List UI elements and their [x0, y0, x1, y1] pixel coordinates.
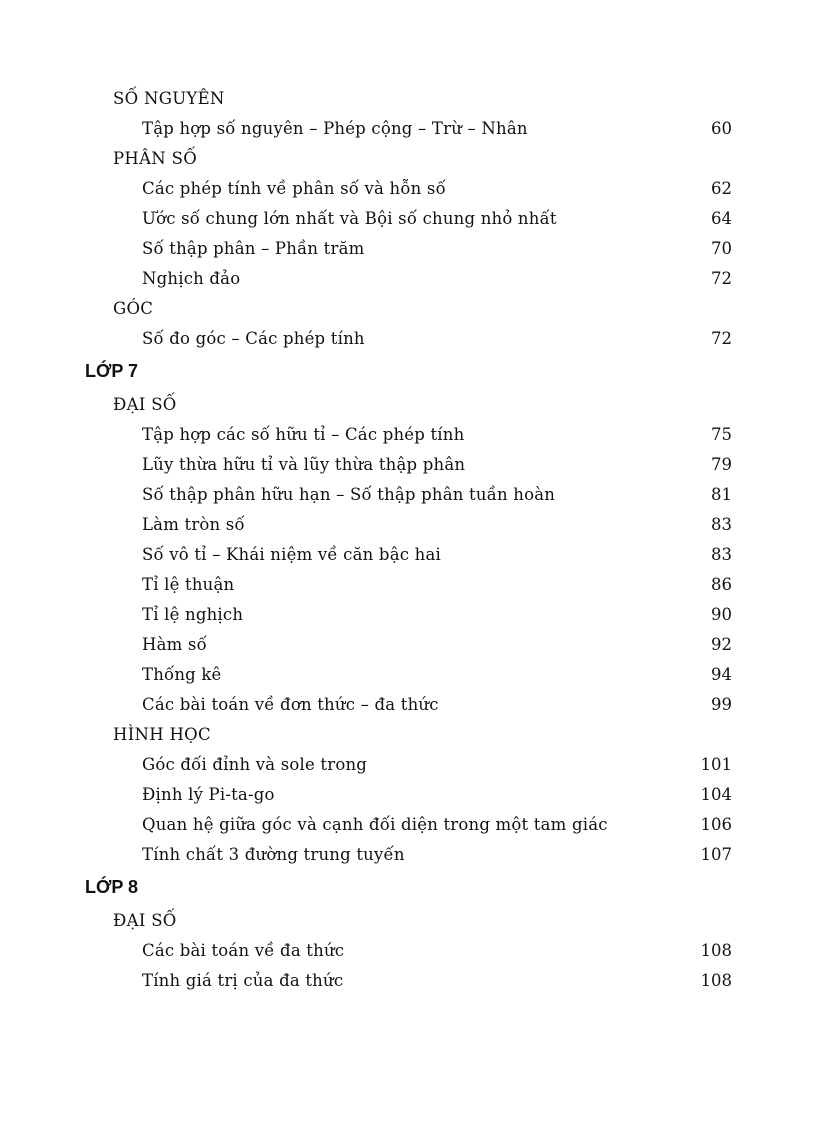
toc-entry[interactable] [0, 811, 816, 841]
toc-entry[interactable] [0, 541, 816, 571]
entry-page-number: 60 [711, 119, 732, 138]
entry-title: Số vô tỉ – Khái niệm về căn bậc hai [142, 545, 441, 564]
section-heading [0, 721, 816, 751]
section-title: GÓC [113, 299, 154, 318]
section-heading [0, 295, 816, 325]
grade-heading [0, 871, 816, 907]
entry-page-number: 92 [711, 635, 732, 654]
entry-title: Số thập phân hữu hạn – Số thập phân tuần hoàn [142, 485, 556, 504]
entry-page-number: 108 [700, 941, 732, 960]
section-title: HÌNH HỌC [113, 725, 211, 744]
section-title: ĐẠI SỐ [113, 911, 177, 930]
toc-entry[interactable] [0, 571, 816, 601]
entry-page-number: 83 [711, 515, 732, 534]
section-heading [0, 907, 816, 937]
grade-title: LỚP 8 [85, 877, 139, 897]
entry-title: Tập hợp các số hữu tỉ – Các phép tính [142, 425, 465, 444]
entry-title: Góc đối đỉnh và sole trong [142, 755, 368, 774]
grade-heading [0, 355, 816, 391]
section-title: SỐ NGUYÊN [113, 89, 225, 108]
entry-page-number: 79 [711, 455, 732, 474]
entry-page-number: 99 [711, 695, 732, 714]
toc-entry[interactable] [0, 967, 816, 997]
toc-entry[interactable] [0, 601, 816, 631]
entry-title: Số đo góc – Các phép tính [142, 329, 365, 348]
section-heading [0, 85, 816, 115]
entry-title: Tỉ lệ nghịch [142, 605, 244, 624]
entry-page-number: 94 [711, 665, 732, 684]
entry-page-number: 104 [700, 785, 732, 804]
entry-page-number: 70 [711, 239, 732, 258]
toc-entry[interactable] [0, 421, 816, 451]
entry-page-number: 81 [711, 485, 732, 504]
toc-entry[interactable] [0, 481, 816, 511]
entry-page-number: 107 [700, 845, 732, 864]
entry-title: Các phép tính về phân số và hỗn số [142, 179, 446, 198]
entry-title: Tập hợp số nguyên – Phép cộng – Trừ – Nhân [142, 119, 528, 138]
toc-entry[interactable] [0, 175, 816, 205]
entry-page-number: 90 [711, 605, 732, 624]
toc-entry[interactable] [0, 661, 816, 691]
entry-title: Thống kê [142, 665, 222, 684]
entry-page-number: 64 [711, 209, 732, 228]
toc-entry[interactable] [0, 631, 816, 661]
toc-entry[interactable] [0, 691, 816, 721]
entry-title: Các bài toán về đơn thức – đa thức [142, 695, 439, 714]
entry-page-number: 101 [700, 755, 732, 774]
toc-entry[interactable] [0, 781, 816, 811]
entry-title: Hàm số [142, 635, 207, 654]
entry-page-number: 72 [711, 329, 732, 348]
entry-title: Tính giá trị của đa thức [142, 971, 344, 990]
toc-entry[interactable] [0, 115, 816, 145]
entry-page-number: 108 [700, 971, 732, 990]
entry-page-number: 62 [711, 179, 732, 198]
toc-entry[interactable] [0, 751, 816, 781]
entry-page-number: 83 [711, 545, 732, 564]
entry-title: Ước số chung lớn nhất và Bội số chung nhỏ nhất [142, 209, 557, 228]
entry-title: Tỉ lệ thuận [142, 575, 235, 594]
table-of-contents [0, 85, 816, 997]
entry-title: Quan hệ giữa góc và cạnh đối diện trong một tam giác [142, 815, 608, 834]
toc-entry[interactable] [0, 937, 816, 967]
toc-entry[interactable] [0, 841, 816, 871]
entry-title: Các bài toán về đa thức [142, 941, 345, 960]
section-heading [0, 145, 816, 175]
section-heading [0, 391, 816, 421]
entry-title: Làm tròn số [142, 515, 245, 534]
entry-page-number: 72 [711, 269, 732, 288]
toc-entry[interactable] [0, 205, 816, 235]
toc-entry[interactable] [0, 451, 816, 481]
entry-title: Số thập phân – Phần trăm [142, 239, 365, 258]
section-title: PHÂN SỐ [113, 149, 198, 168]
toc-entry[interactable] [0, 511, 816, 541]
entry-title: Tính chất 3 đường trung tuyến [142, 845, 405, 864]
toc-entry[interactable] [0, 325, 816, 355]
entry-page-number: 86 [711, 575, 732, 594]
entry-page-number: 75 [711, 425, 732, 444]
entry-page-number: 106 [700, 815, 732, 834]
toc-entry[interactable] [0, 235, 816, 265]
toc-entry[interactable] [0, 265, 816, 295]
entry-title: Lũy thừa hữu tỉ và lũy thừa thập phân [142, 455, 466, 474]
entry-title: Nghịch đảo [142, 269, 241, 288]
grade-title: LỚP 7 [85, 361, 139, 381]
section-title: ĐẠI SỐ [113, 395, 177, 414]
entry-title: Định lý Pi-ta-go [142, 785, 275, 804]
